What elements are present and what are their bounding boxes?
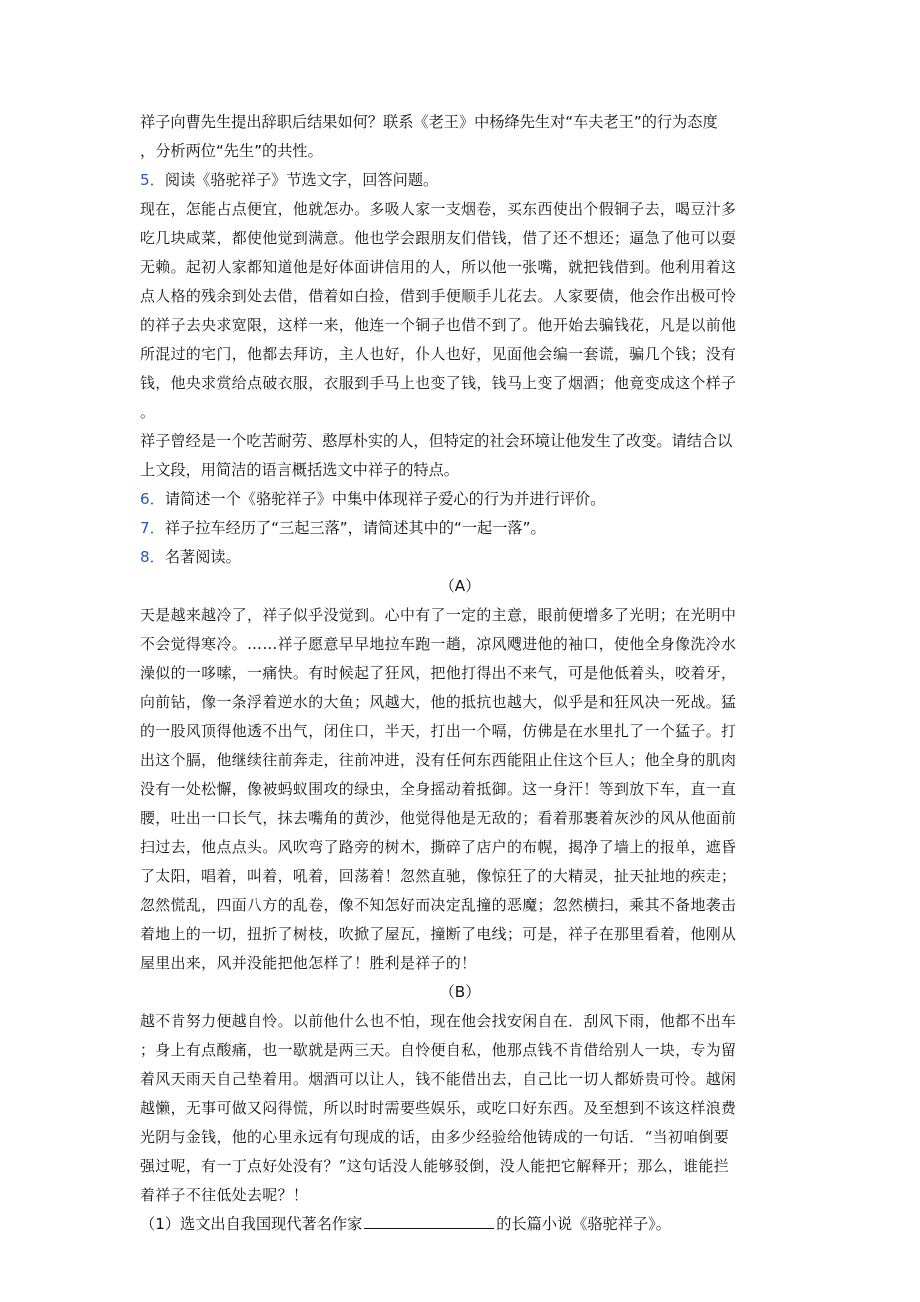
passage-line: 钱，他央求赏给点破衣服，衣服到手马上也变了钱，钱马上变了烟酒；他竟变成这个样子 bbox=[140, 374, 737, 392]
question-6 bbox=[140, 485, 780, 514]
section-label-b: （B） bbox=[439, 983, 481, 1001]
passage-line: 。 bbox=[140, 403, 156, 421]
passage-a-line: 出这个膈，他继续往前奔走，往前冲进，没有任何东西能阻止住这个巨人；他全身的肌肉 bbox=[140, 751, 737, 769]
document-page bbox=[140, 108, 780, 1239]
passage-line: 吃几块咸菜，都使他觉到满意。他也学会跟朋友们借钱，借了还不想还；逼急了他可以耍 bbox=[140, 229, 737, 247]
passage-a-line: 忽然慌乱，四面八方的乱卷，像不知怎好而决定乱撞的恶魔；忽然横扫，乘其不备地袭击 bbox=[140, 896, 737, 914]
passage-b-line: 着风天雨天自己垫着用。烟酒可以让人，钱不能借出去，自己比一切人都娇贵可怜。越闲 bbox=[140, 1070, 737, 1088]
passage-b-line: ；身上有点酸痛，也一歇就是两三天。自怜便自私，他那点钱不肯借给别人一块，专为留 bbox=[140, 1041, 737, 1059]
sub-question-1 bbox=[140, 1210, 780, 1239]
passage-b-line: 着祥子不往低处去呢？！ bbox=[140, 1186, 309, 1204]
passage-a-line: 屋里出来，风并没能把他怎样了！胜利是祥子的！ bbox=[140, 954, 477, 972]
question-prompt: 名著阅读。 bbox=[164, 548, 241, 566]
passage-a-line: 没有一处松懈，像被蚂蚁围攻的绿虫，全身摇动着抵御。这一身汗！等到放下车，直一直 bbox=[140, 780, 737, 798]
passage-line: 的祥子去央求宽限，这样一来，他连一个铜子也借不到了。他开始去骗钱花，凡是以前他 bbox=[140, 316, 737, 334]
passage-line: 无赖。起初人家都知道他是好体面讲信用的人，所以他一张嘴，就把钱借到。他利用着这 bbox=[140, 258, 737, 276]
sub-question-text: 的长篇小说《骆驼祥子》。 bbox=[496, 1215, 671, 1233]
question-prompt: 请简述一个《骆驼祥子》中集中体现祥子爱心的行为并进行评价。 bbox=[164, 490, 606, 508]
passage-b-line: 越不肯努力便越自怜。以前他什么也不怕，现在他会找安闲自在．刮风下雨，他都不出车 bbox=[140, 1012, 737, 1030]
passage-line: 现在，怎能占点便宜，他就怎办。多吸人家一支烟卷，买东西使出个假铜子去，喝豆汁多 bbox=[140, 200, 737, 218]
intro-line: 祥子向曹先生提出辞职后结果如何？联系《老王》中杨绛先生对“车夫老王”的行为态度 bbox=[140, 113, 718, 131]
passage-line: 所混过的宅门，他都去拜访，主人也好，仆人也好，见面他会编一套谎，骗几个钱；没有 bbox=[140, 345, 737, 363]
passage-a-line: 的一股风顶得他透不出气，闭住口，半天，打出一个嗝，仿佛是在水里扎了一个猛子。打 bbox=[140, 722, 737, 740]
answer-blank[interactable] bbox=[364, 1212, 494, 1229]
question-number: 6． bbox=[140, 490, 165, 508]
passage-a-line: 向前钻，像一条浮着逆水的大鱼；风越大，他的抵抗也越大，似乎是和狂风决一死战。猛 bbox=[140, 693, 737, 711]
passage-a-line: 扫过去，他点点头。风吹弯了路旁的树木，撕碎了店户的布幌，揭净了墙上的报单，遮昏 bbox=[140, 838, 737, 856]
question-7 bbox=[140, 514, 780, 543]
question-text: 上文段，用简洁的语言概括选文中祥子的特点。 bbox=[140, 461, 459, 479]
passage-b-line: 光阴与金钱，他的心里永远有句现成的话，由多少经验给他铸成的一句话．“当初咱倒要 bbox=[140, 1128, 730, 1146]
passage-line: 点人格的残余到处去借，借着如白捡，借到手便顺手儿花去。人家要债，他会作出极可怜 bbox=[140, 287, 737, 305]
question-text: 祥子曾经是一个吃苦耐劳、憨厚朴实的人，但特定的社会环境让他发生了改变。请结合以 bbox=[140, 432, 733, 450]
question-number: 7． bbox=[140, 519, 165, 537]
question-number: 8． bbox=[140, 548, 165, 566]
passage-a-line: 天是越来越冷了，祥子似乎没觉到。心中有了一定的主意，眼前便增多了光明；在光明中 bbox=[140, 606, 737, 624]
intro-line: ，分析两位“先生”的共性。 bbox=[140, 142, 323, 160]
passage-b-line: 强过呢，有一丁点好处没有？”这句话没人能够驳倒，没人能把它解释开；那么，谁能拦 bbox=[140, 1157, 730, 1175]
passage-a-line: 不会觉得寒冷。……祥子愿意早早地拉车跑一趟，凉风飕进他的袖口，使他全身像洗冷水 bbox=[140, 635, 737, 653]
passage-a-line: 腰，吐出一口长气，抹去嘴角的黄沙，他觉得他是无敌的；看着那裹着灰沙的风从他面前 bbox=[140, 809, 737, 827]
section-label-a: （A） bbox=[439, 577, 481, 595]
question-prompt: 阅读《骆驼祥子》节选文字，回答问题。 bbox=[164, 171, 439, 189]
question-5 bbox=[140, 166, 780, 195]
passage-a-line: 澡似的一哆嗦，一痛快。有时候起了狂风，把他打得出不来气，可是他低着头，咬着牙， bbox=[140, 664, 737, 682]
passage-a-line: 了太阳，唱着，叫着，吼着，回荡着！忽然直驰，像惊狂了的大精灵，扯天扯地的疾走； bbox=[140, 867, 737, 885]
question-prompt: 祥子拉车经历了“三起三落”，请简述其中的“一起一落”。 bbox=[164, 519, 546, 537]
question-8 bbox=[140, 543, 780, 572]
passage-b-line: 越懒，无事可做又闷得慌，所以时时需要些娱乐，或吃口好东西。及至想到不该这样浪费 bbox=[140, 1099, 737, 1117]
question-number: 5． bbox=[140, 171, 165, 189]
passage-a-line: 着地上的一切，扭折了树枝，吹掀了屋瓦，撞断了电线；可是，祥子在那里看着，他刚从 bbox=[140, 925, 737, 943]
sub-question-text: （1）选文出自我国现代著名作家 bbox=[140, 1215, 363, 1233]
